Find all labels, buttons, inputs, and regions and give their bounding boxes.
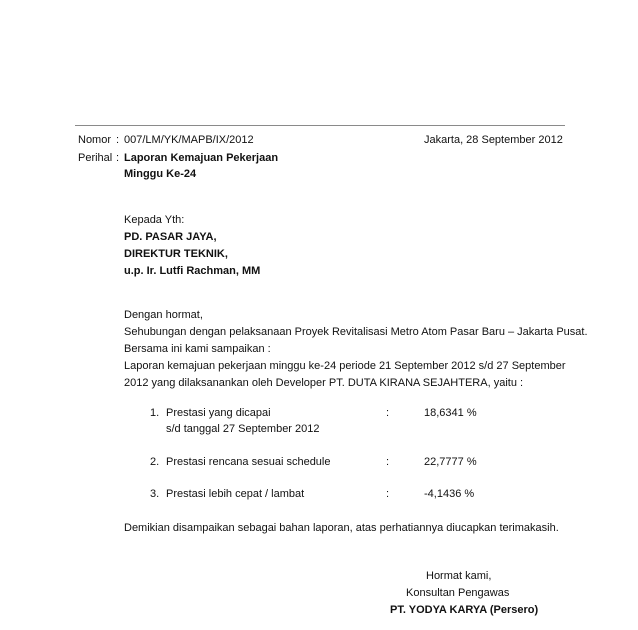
item-label: Prestasi yang dicapai <box>166 407 271 419</box>
signatory-role: Konsultan Pengawas <box>406 587 510 599</box>
body-line-1: Sehubungan dengan pelaksanaan Proyek Revitalisasi Metro Atom Pasar Baru – Jakarta Pusat. <box>124 326 588 338</box>
item-label: Prestasi lebih cepat / lambat <box>166 488 305 500</box>
header-divider <box>75 125 565 126</box>
item-value: 18,6341 % <box>424 407 477 419</box>
body-line-3: Laporan kemajuan pekerjaan minggu ke-24 periode 21 September 2012 s/d 27 September <box>124 360 566 372</box>
nomor-colon: : <box>116 134 120 146</box>
signatory-company: PT. YODYA KARYA (Persero) <box>390 604 539 616</box>
place-date: Jakarta, 28 September 2012 <box>424 134 563 146</box>
greeting: Dengan hormat, <box>124 309 203 321</box>
item-value: -4,1436 % <box>424 488 475 500</box>
item-number: 1. <box>150 407 160 419</box>
item-colon: : <box>386 456 390 468</box>
subject-line-2: Minggu Ke-24 <box>124 168 197 180</box>
recipient-attention: u.p. Ir. Lutfi Rachman, MM <box>124 265 261 277</box>
subject-line-1: Laporan Kemajuan Pekerjaan <box>124 152 279 164</box>
closing-text: Demikian disampaikan sebagai bahan laporan, atas perhatiannya diucapkan terimakasih. <box>124 522 559 534</box>
item-number: 2. <box>150 456 160 468</box>
perihal-label: Perihal <box>78 152 113 164</box>
perihal-colon: : <box>116 152 120 164</box>
nomor-label: Nomor <box>78 134 112 146</box>
recipient-company: PD. PASAR JAYA, <box>124 231 217 243</box>
item-colon: : <box>386 407 390 419</box>
item-colon: : <box>386 488 390 500</box>
body-line-4: 2012 yang dilaksanankan oleh Developer PT. DUTA KIRANA SEJAHTERA, yaitu : <box>124 377 524 389</box>
closing-regards: Hormat kami, <box>426 570 492 582</box>
item-label: Prestasi rencana sesuai schedule <box>166 456 331 468</box>
letter-number: 007/LM/YK/MAPB/IX/2012 <box>124 134 254 146</box>
item-sublabel: s/d tanggal 27 September 2012 <box>166 423 320 435</box>
item-value: 22,7777 % <box>424 456 477 468</box>
body-line-2: Bersama ini kami sampaikan : <box>124 343 271 355</box>
recipient-position: DIREKTUR TEKNIK, <box>124 248 228 260</box>
recipient-salutation: Kepada Yth: <box>124 214 185 226</box>
item-number: 3. <box>150 488 160 500</box>
